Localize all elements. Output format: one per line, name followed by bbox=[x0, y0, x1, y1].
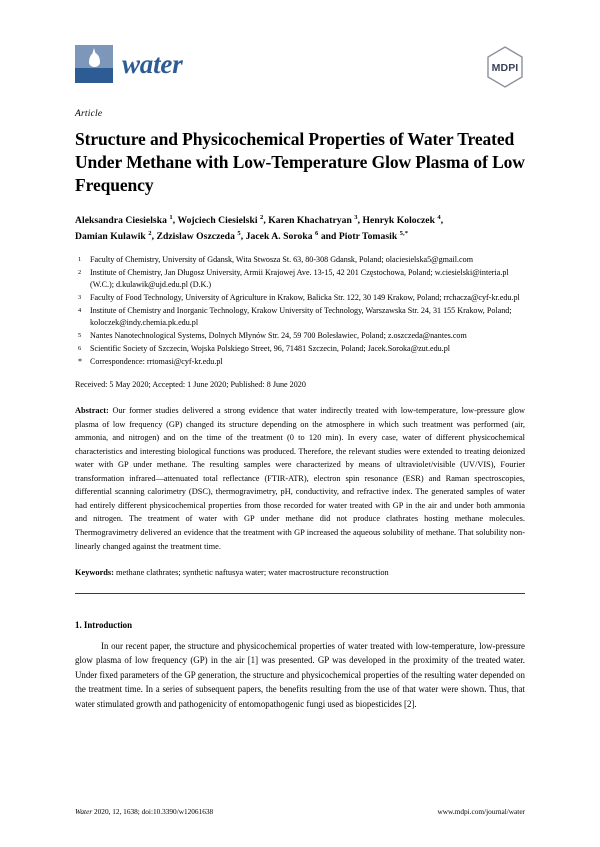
affiliation-item bbox=[75, 267, 525, 292]
footer-citation bbox=[75, 807, 213, 816]
correspondence-marker: * bbox=[78, 356, 83, 366]
affiliation-text: Nantes Nanotechnological Systems, Dolnych Młynów Str. 24, 59 700 Bolesławiec, Poland; z.oszczeda@nantes.com bbox=[90, 331, 467, 341]
mdpi-hexagon-logo bbox=[485, 45, 525, 89]
correspondence-item bbox=[75, 356, 525, 368]
affiliation-item bbox=[75, 305, 525, 330]
author-list bbox=[75, 213, 525, 245]
abstract-section bbox=[75, 404, 525, 553]
abstract-text: Our former studies delivered a strong evidence that water indirectly treated with low-temperature, low-pressure glow plasma of low frequency (GP) changed its structure depending on the atmosphere in which such treatment was performed (air, ammonia, and nitrogen) and on the time of the treatment (0 to 120 min). In every case, water of different physicochemical characteristics and interesting biological functions was produced. Therefore, the relevant studies were extended to treating deionized water with GP under methane. The resulting samples were characterized by means of ultraviolet/visible (UV/VIS), Fourier transformation infrared—attenuated total reflectance (FTIR-ATR), electron spin resonance (ESR) and Raman spectroscopies, differential scanning calorimetry (DSC), thermogravimetry, pH, conductivity, and refractive index. The generated samples of water had entirely different physicochemical properties from those recorded for water treated with GP in the air and under both ammonia and nitrogen. The treatment of water with GP under methane did not produce clathrates hosting methane molecules. Thermogravimetry delivered an evidence that the treatment with GP increased the aqueous solubility of methane. That solubility non-linearly changed against the treatment time. bbox=[75, 406, 525, 551]
journal-title: water bbox=[122, 48, 183, 79]
affiliation-marker: 4 bbox=[78, 307, 82, 315]
journal-brand bbox=[75, 45, 183, 83]
logo-water-band bbox=[75, 68, 113, 83]
keywords-section bbox=[75, 567, 525, 580]
keywords-text: methane clathrates; synthetic naftusya water; water macrostructure reconstruction bbox=[113, 568, 389, 578]
droplet-shape bbox=[89, 53, 100, 67]
correspondence-text: Correspondence: rrtomasi@cyf-kr.edu.pl bbox=[90, 356, 223, 366]
footer-url: www.mdpi.com/journal/water bbox=[437, 807, 525, 816]
footer-journal-name: Water bbox=[75, 807, 93, 816]
affiliation-marker: 1 bbox=[78, 256, 82, 264]
svg-text:MDPI: MDPI bbox=[491, 62, 519, 74]
affiliation-text: Faculty of Food Technology, University of Agriculture in Krakow, Balicka Str. 122, 30 149 Krakow, Poland; rrchacza@cyf-kr.edu.pl bbox=[90, 293, 520, 303]
article-type-label: Article bbox=[75, 109, 103, 119]
affiliation-marker: 3 bbox=[78, 294, 82, 302]
affiliation-item bbox=[75, 330, 525, 342]
page-title: Structure and Physicochemical Properties of Water Treated Under Methane with Low-Temperature Glow Plasma of Low Frequency bbox=[75, 129, 525, 195]
affiliation-list bbox=[75, 254, 525, 368]
journal-masthead bbox=[75, 0, 525, 91]
affiliation-marker: 2 bbox=[78, 269, 82, 277]
affiliation-item bbox=[75, 254, 525, 266]
introduction-paragraph: In our recent paper, the structure and physicochemical properties of water treated with low-temperature, low-pressure glow plasma of low frequency (GP) in the air [1] was presented. GP was developed in the proximity of the treated water. Under fixed parameters of the GP generation, the structure and physicochemical properties of the resulting water depended on the treatment time. In a series of subsequent papers, the benefits resulting from the use of that water were shown. Thus, that water stimulated growth and pathogenicity of entomopathogenic fungi used as biopesticides [2]. bbox=[75, 640, 525, 709]
section-divider bbox=[75, 593, 525, 594]
footer-citation-rest: 2020, 12, 1638; doi:10.3390/w12061638 bbox=[92, 807, 214, 816]
affiliation-item bbox=[75, 343, 525, 355]
author-line-1: Aleksandra Ciesielska $^1$, Wojciech Ciesielski $^2$, Karen Khachatryan $^3$, Henryk Koloczek $^4$, bbox=[75, 214, 444, 227]
water-droplet-logo bbox=[75, 45, 113, 83]
affiliation-item bbox=[75, 292, 525, 304]
affiliation-text: Scientific Society of Szczecin, Wojska Polskiego Street, 96, 71481 Szczecin, Poland; Jacek.Soroka@zut.edu.pl bbox=[90, 343, 450, 353]
publication-dates: Received: 5 May 2020; Accepted: 1 June 2020; Published: 8 June 2020 bbox=[75, 380, 306, 390]
affiliation-text: Faculty of Chemistry, University of Gdansk, Wita Stwosza St. 63, 80-308 Gdansk, Poland; olaciesielska5@gmail.com bbox=[90, 255, 473, 265]
affiliation-marker: 6 bbox=[78, 344, 82, 352]
affiliation-text: Institute of Chemistry and Inorganic Technology, Krakow University of Technology, Warszawska Str. 24, 31 155 Krakow, Poland; koloczek@indy.chemia.pk.edu.pl bbox=[90, 306, 512, 328]
page-footer bbox=[75, 807, 525, 816]
abstract-label: Abstract: bbox=[75, 406, 109, 416]
affiliation-text: Institute of Chemistry, Jan Długosz University, Armii Krajowej Ave. 13-15, 42 201 Częstochowa, Poland; w.ciesielski@interia.pl (W.C.); d.kulawik@ujd.edu.pl (D.K.) bbox=[90, 268, 509, 290]
affiliation-marker: 5 bbox=[78, 332, 82, 340]
keywords-label: Keywords: bbox=[75, 568, 114, 578]
section-heading-introduction: 1. Introduction bbox=[75, 619, 133, 630]
author-line-2: Damian Kulawik $^2$, Zdzislaw Oszczeda $^5$, Jacek A. Soroka $^6$ and Piotr Tomasik $^{5,*}$ bbox=[75, 230, 409, 243]
